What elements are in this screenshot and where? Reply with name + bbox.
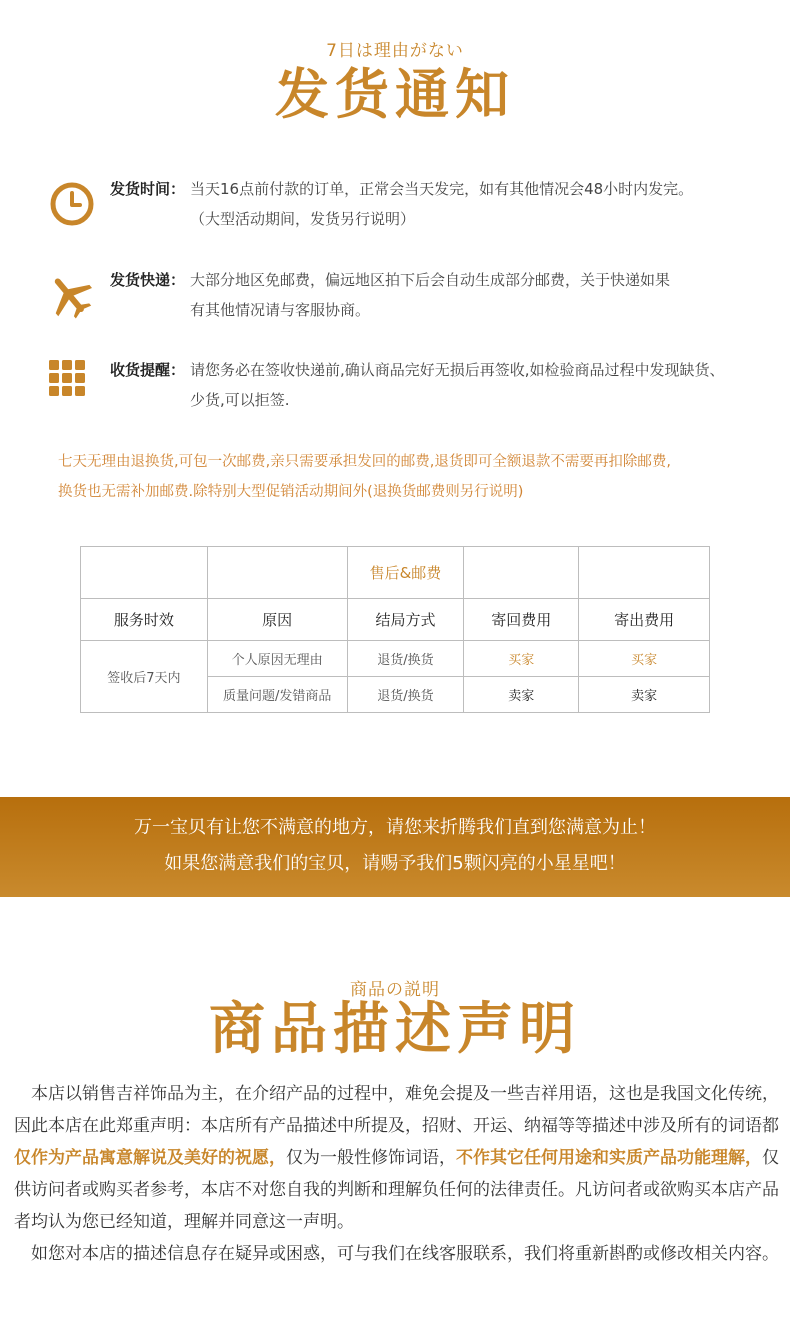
shipping-title: 发货通知: [275, 63, 515, 126]
declaration-body: [14, 1078, 784, 1270]
declaration-paragraph-1: [14, 1078, 784, 1238]
clock-icon: [48, 180, 96, 228]
declaration-emphasis: 不作其它任何用途和实质产品功能理解，: [456, 1148, 762, 1168]
table-empty-cell: [579, 547, 710, 599]
courier-line2: 有其他情况请与客服协商。: [190, 301, 371, 319]
receipt-label: 收货提醒：: [110, 361, 186, 379]
shipping-time-line1: 当天16点前付款的订单，正常会当天发完，如有其他情况会48小时内发完。: [190, 180, 694, 198]
table-empty-cell: [207, 547, 347, 599]
return-fee-cell: 买家: [464, 641, 579, 677]
table-row: [81, 641, 710, 677]
table-empty-cell: [81, 547, 208, 599]
header-send-fee: 寄出费用: [579, 599, 710, 641]
declaration-title: 商品描述声明: [209, 997, 581, 1062]
after-sales-table: [80, 546, 710, 713]
send-fee-cell: 卖家: [579, 677, 710, 713]
receipt-line1: 请您务必在签收快递前,确认商品完好无损后再签收,如检验商品过程中发现缺货、: [190, 361, 725, 379]
shipping-time-label: 发货时间：: [110, 180, 186, 198]
declaration-subtitle: 商品の説明: [350, 980, 440, 1000]
return-fee-cell: 卖家: [464, 677, 579, 713]
grid-icon: [49, 360, 85, 396]
reason-cell: 质量问题/发错商品: [207, 677, 347, 713]
return-policy-line2: 换货也无需补加邮费.除特别大型促销活动期间外(退换货邮费则另行说明): [58, 484, 524, 500]
header-period: 服务时效: [81, 599, 208, 641]
shipping-time-line2: （大型活动期间，发货另行说明）: [190, 210, 416, 228]
banner-line1: 万一宝贝有让您不满意的地方，请您来折腾我们直到您满意为止！: [134, 817, 656, 838]
airplane-icon: [46, 272, 94, 320]
header-return-fee: 寄回费用: [464, 599, 579, 641]
table-header-row: [81, 599, 710, 641]
header-method: 结局方式: [347, 599, 464, 641]
table-caption: 售后&邮费: [347, 547, 464, 599]
send-fee-cell: 买家: [579, 641, 710, 677]
receipt-line2: 少货,可以拒签.: [190, 391, 290, 409]
declaration-text: 仅供访问者或购买者参考，本店不对您自我的判断和理解负任何的法律责任。凡访问者或欲购买本店产品者均认为您已经知道，理解并同意这一声明。: [14, 1148, 779, 1232]
declaration-text: 仅为一般性修饰词语，: [286, 1148, 456, 1168]
service-period: 签收后7天内: [81, 641, 208, 713]
method-cell: 退货/换货: [347, 641, 464, 677]
header-reason: 原因: [207, 599, 347, 641]
declaration-text: 如您对本店的描述信息存在疑异或困惑，可与我们在线客服联系，我们将重新斟酌或修改相关内容。: [31, 1244, 779, 1264]
banner-line2: 如果您满意我们的宝贝，请赐予我们5颗闪亮的小星星吧！: [164, 853, 626, 874]
reason-cell: 个人原因无理由: [207, 641, 347, 677]
method-cell: 退货/换货: [347, 677, 464, 713]
declaration-paragraph-2: [14, 1238, 784, 1270]
shipping-subtitle: 7日は理由がない: [326, 41, 464, 61]
declaration-text: 本店以销售吉祥饰品为主，在介绍产品的过程中，难免会提及一些吉祥用语，这也是我国文化传统，因此本店在此郑重声明：本店所有产品描述中所提及，招财、开运、纳福等等描述中涉及所有的词语都: [14, 1084, 779, 1136]
return-policy-line1: 七天无理由退换货,可包一次邮费,亲只需要承担发回的邮费,退货即可全额退款不需要再扣除邮费,: [58, 454, 671, 470]
courier-label: 发货快递：: [110, 271, 186, 289]
satisfaction-banner: [0, 797, 790, 897]
table-empty-cell: [464, 547, 579, 599]
declaration-emphasis: 仅作为产品寓意解说及美好的祝愿，: [14, 1148, 286, 1168]
courier-line1: 大部分地区免邮费，偏远地区拍下后会自动生成部分邮费，关于快递如果: [190, 271, 671, 289]
